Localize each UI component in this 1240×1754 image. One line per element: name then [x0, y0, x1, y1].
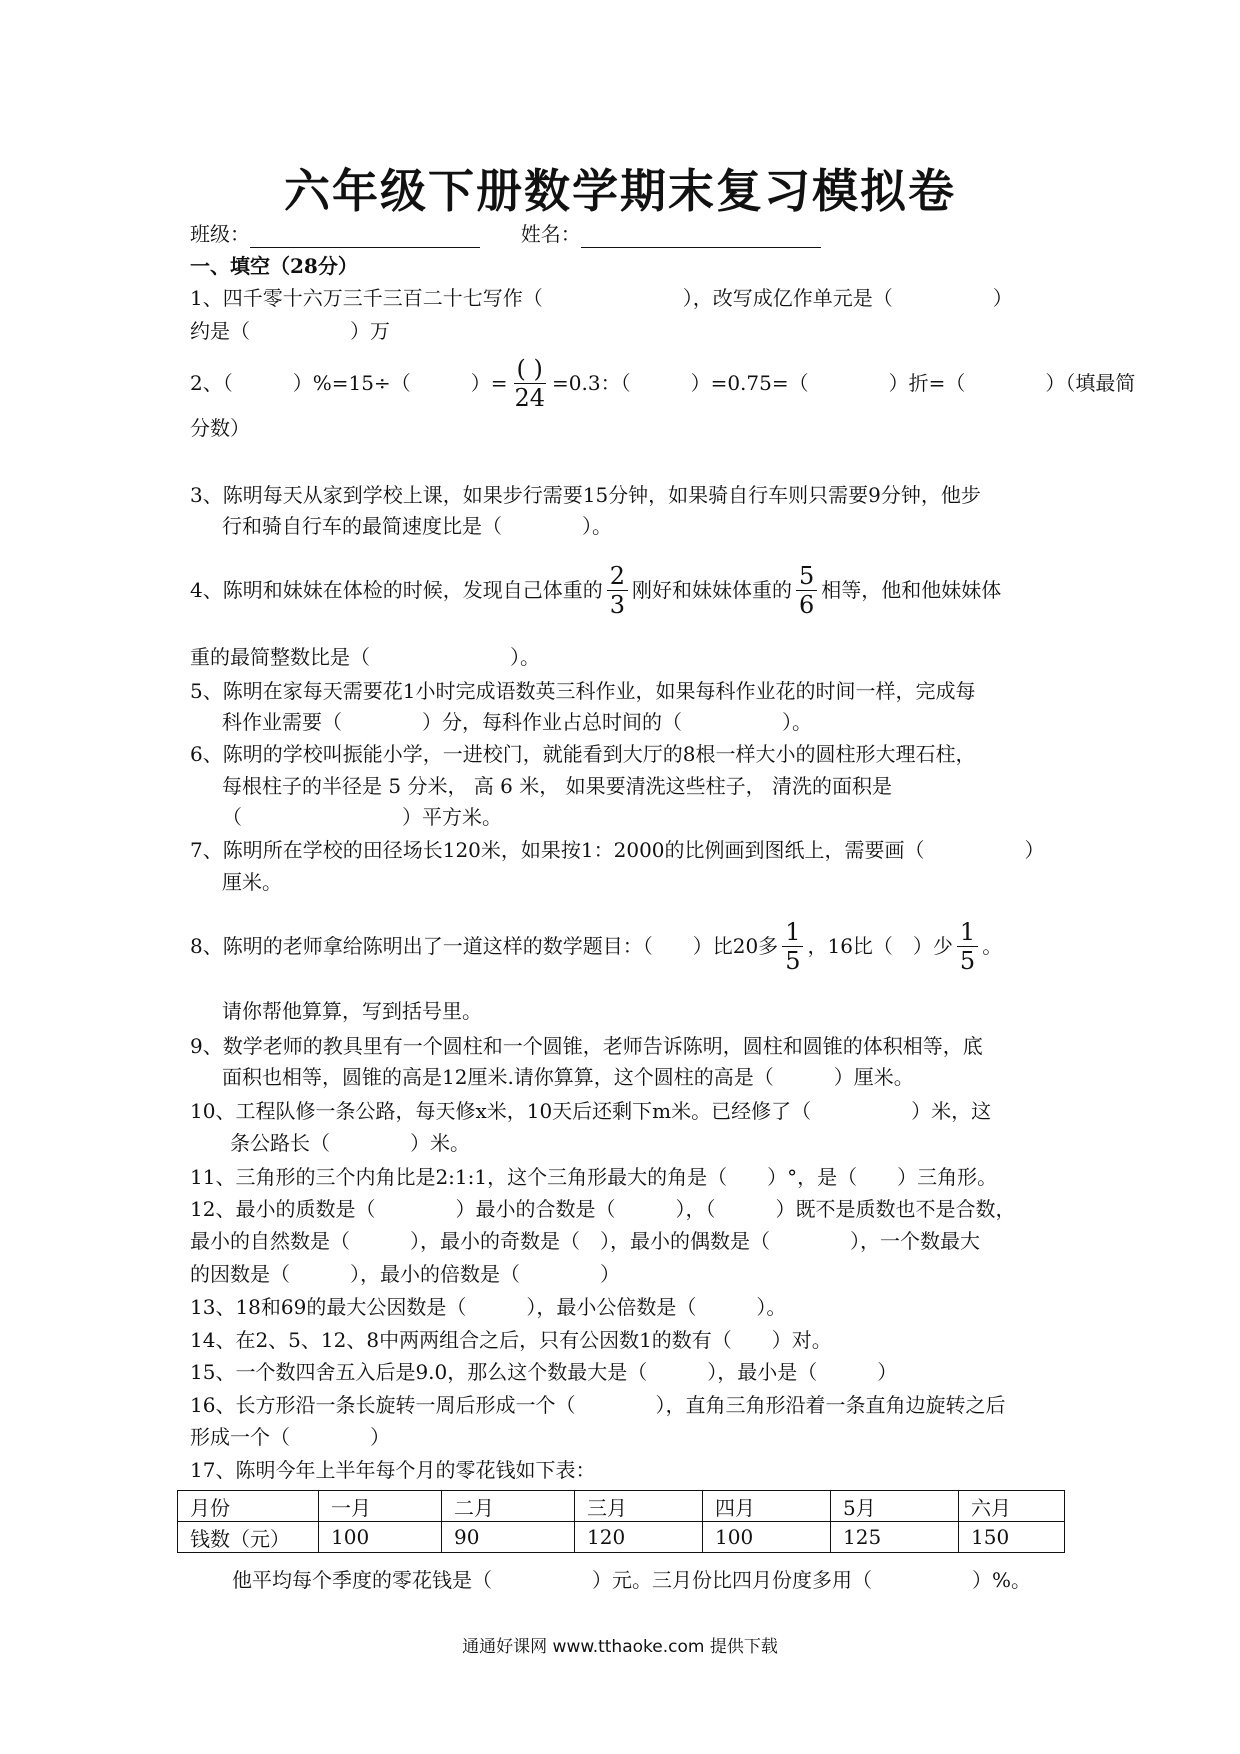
question-4-part-c: 相等，他和他妹妹体: [821, 578, 1002, 602]
question-8-line-1: [190, 916, 1002, 976]
question-5-line-1: 5、陈明在家每天需要花1小时完成语数英三科作业，如果每科作业花的时间一样，完成每: [190, 679, 976, 703]
question-13: 13、18和69的最大公因数是（ ），最小公倍数是（ ）。: [190, 1295, 787, 1319]
question-1-line-2: 约是（ ）万: [190, 319, 390, 343]
question-4-line-1: [190, 560, 1001, 620]
question-4-line-2: 重的最简整数比是（ ）。: [190, 645, 540, 669]
question-12-line-1: 12、最小的质数是（ ）最小的合数是（ ），（ ）既不是质数也不是合数，: [190, 1197, 1016, 1221]
question-12-line-3: 的因数是（ ），最小的倍数是（ ）: [190, 1262, 620, 1286]
question-4-part-a: 4、陈明和妹妹在体检的时候，发现自己体重的: [190, 578, 603, 602]
fraction-denominator: 5: [959, 946, 976, 975]
question-1-line-1: 1、四千零十六万三千三百二十七写作（ ），改写成亿作单元是（ ）: [190, 286, 1013, 310]
table-cell: 四月: [703, 1491, 831, 1522]
question-4-fraction-1: [607, 562, 628, 619]
question-11: 11、三角形的三个内角比是2:1:1，这个三角形最大的角是（ ）°，是（ ）三角形。: [190, 1165, 998, 1189]
question-16-line-2: 形成一个（ ）: [190, 1425, 390, 1449]
table-cell: 100: [319, 1522, 442, 1553]
table-cell: 100: [703, 1522, 831, 1553]
question-2-line-1: [190, 355, 1135, 411]
question-6-line-1: 6、陈明的学校叫振能小学，一进校门，就能看到大厅的8根一样大小的圆柱形大理石柱，: [190, 742, 976, 766]
fraction-denominator: 6: [799, 590, 815, 619]
question-8-line-2: 请你帮他算算，写到括号里。: [222, 999, 482, 1023]
fraction-numerator: 1: [957, 918, 978, 947]
question-4-fraction-2: [796, 562, 817, 619]
fraction-numerator: ( ): [514, 355, 546, 384]
question-8-fraction-1: [782, 918, 803, 975]
fraction-denominator: 3: [609, 590, 626, 619]
question-17-line-1: 17、陈明今年上半年每个月的零花钱如下表：: [190, 1458, 596, 1482]
question-6-line-3: （ ）平方米。: [222, 805, 502, 829]
table-cell: 六月: [959, 1491, 1065, 1522]
question-14: 14、在2、5、12、8中两两组合之后，只有公因数1的数有（ ）对。: [190, 1328, 832, 1352]
class-blank[interactable]: [250, 225, 480, 248]
question-2-line-2: 分数）: [190, 416, 250, 440]
footer-credit: 通通好课网 www.tthaoke.com 提供下载: [462, 1637, 778, 1657]
question-2-part-a: 2、（ ）%=15÷（ ）=: [190, 371, 508, 395]
class-label: 班级：: [190, 222, 250, 246]
question-10-line-2: 条公路长（ ）米。: [230, 1131, 470, 1155]
question-7-line-1: 7、陈明所在学校的田径场长120米，如果按1：2000的比例画到图纸上，需要画（ ）: [190, 838, 1045, 862]
question-17-line-2: 他平均每个季度的零花钱是（ ）元。三月份比四月份度多用（ ）%。: [232, 1568, 1032, 1592]
table-cell: 一月: [319, 1491, 442, 1522]
fraction-numerator: 5: [796, 562, 817, 591]
table-cell: 钱数（元）: [178, 1522, 319, 1553]
table-row: [178, 1491, 1065, 1522]
table-cell: 120: [575, 1522, 703, 1553]
question-3-line-2: 行和骑自行车的最简速度比是（ ）。: [222, 514, 612, 538]
question-8-part-b: ，16比（ ）少: [807, 934, 953, 958]
question-15: 15、一个数四舍五入后是9.0，那么这个数最大是（ ），最小是（ ）: [190, 1360, 898, 1384]
table-cell: 三月: [575, 1491, 703, 1522]
table-cell: 125: [831, 1522, 959, 1553]
section-heading: 一、填空（28分）: [190, 254, 358, 278]
student-info-row: [190, 220, 821, 248]
table-cell: 150: [959, 1522, 1065, 1553]
question-7-line-2: 厘米。: [222, 870, 282, 894]
question-2-part-b: =0.3：（ ）=0.75=（ ）折=（ ）（填最简: [552, 371, 1136, 395]
question-16-line-1: 16、长方形沿一条长旋转一周后形成一个（ ），直角三角形沿着一条直角边旋转之后: [190, 1393, 1006, 1417]
name-blank[interactable]: [581, 225, 821, 248]
question-8-part-a: 8、陈明的老师拿给陈明出了一道这样的数学题目：（ ）比20多: [190, 934, 779, 958]
table-row: [178, 1522, 1065, 1553]
question-2-fraction: [511, 355, 548, 412]
question-4-part-b: 刚好和妹妹体重的: [632, 578, 793, 602]
question-10-line-1: 10、工程队修一条公路，每天修x米，10天后还剩下m米。已经修了（ ）米，这: [190, 1099, 992, 1123]
allowance-table: [177, 1490, 1065, 1553]
table-cell: 5月: [831, 1491, 959, 1522]
question-5-line-2: 科作业需要（ ）分，每科作业占总时间的（ ）。: [222, 710, 812, 734]
question-3-line-1: 3、陈明每天从家到学校上课，如果步行需要15分钟，如果骑自行车则只需要9分钟，他步: [190, 483, 981, 507]
page-title: 六年级下册数学期末复习模拟卷: [284, 164, 956, 218]
table-cell: 二月: [442, 1491, 575, 1522]
question-8-part-c: 。: [982, 934, 1003, 958]
question-6-line-2: 每根柱子的半径是 5 分米， 高 6 米， 如果要清洗这些柱子， 清洗的面积是: [222, 774, 892, 798]
table-cell: 90: [442, 1522, 575, 1553]
question-12-line-2: 最小的自然数是（ ），最小的奇数是（ ），最小的偶数是（ ），一个数最大: [190, 1229, 980, 1253]
fraction-denominator: 24: [514, 383, 545, 412]
question-9-line-1: 9、数学老师的教具里有一个圆柱和一个圆锥，老师告诉陈明，圆柱和圆锥的体积相等，底: [190, 1034, 983, 1058]
table-cell: 月份: [178, 1491, 319, 1522]
question-8-fraction-2: [957, 918, 978, 975]
fraction-denominator: 5: [785, 946, 801, 975]
name-label: 姓名：: [520, 222, 581, 246]
fraction-numerator: 1: [782, 918, 803, 947]
fraction-numerator: 2: [607, 562, 628, 591]
question-9-line-2: 面积也相等，圆锥的高是12厘米.请你算算，这个圆柱的高是（ ）厘米。: [222, 1065, 914, 1089]
